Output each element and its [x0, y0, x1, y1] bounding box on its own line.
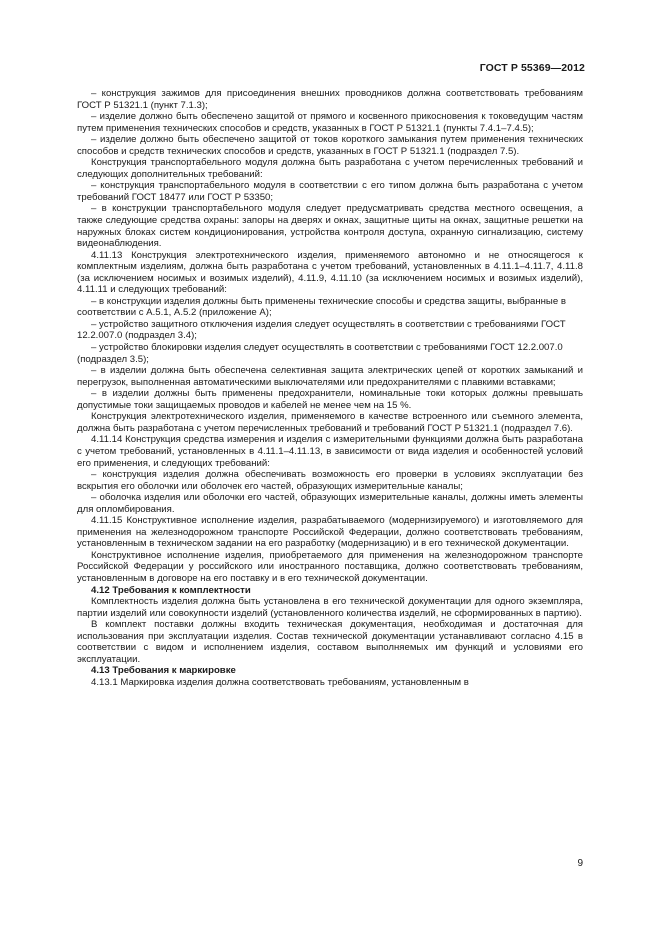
body-paragraph: Конструкция транспортабельного модуля должна быть разработана с учетом перечисленных требований и следующих дополнительных требований:	[77, 157, 583, 180]
body-paragraph: – оболочка изделия или оболочки его частей, образующих измерительные каналы, должны иметь элементы для опломбирования.	[77, 492, 583, 515]
body-paragraph: Комплектность изделия должна быть установлена в его технической документации для одного экземпляра, партии изделий или совокупности изделий (установленного количества изделий, не сформированных в партию).	[77, 596, 583, 619]
section-heading: 4.12 Требования к комплектности	[91, 584, 251, 596]
body-paragraph: – изделие должно быть обеспечено защитой от токов короткого замыкания путем применения технических способов и средств технических способов и средств, указанных в ГОСТ Р 51321.1 (подраздел 7.5).	[77, 134, 583, 157]
section-heading: 4.13 Требования к маркировке	[91, 665, 236, 677]
body-paragraph: – в изделии должны быть применены предохранители, номинальные токи которых должны превышать допустимые токи защищаемых проводов и кабелей не менее чем на 15 %.	[77, 388, 583, 411]
body-paragraph: 4.11.15 Конструктивное исполнение изделия, разрабатываемого (модернизируемого) и изготовляемого для применения на железнодорожном транспорте Российской Федерации, должно соответствовать требованиям, установленным в техническом задании на его разработку (модернизацию) и в его технической документации.	[77, 515, 583, 550]
body-paragraph: – устройство блокировки изделия следует осуществлять в соответствии с требованиями ГОСТ 12.2.007.0 (подраздел 3.5);	[77, 342, 563, 365]
body-paragraph: – в конструкции изделия должны быть применены технические способы и средства защиты, выбранные в соответствии с А.5.1, А.5.2 (приложение А);	[77, 295, 566, 319]
body-paragraph: 4.13.1 Маркировка изделия должна соответствовать требованиям, установленным в	[91, 676, 469, 688]
body-paragraph: – в изделии должна быть обеспечена селективная защита электрических цепей от коротких замыканий и перегрузок, выполненная автоматическими выключателями или предохранителями с плавкими вставками;	[77, 365, 583, 388]
body-paragraph: – устройство защитного отключения изделия следует осуществлять в соответствии с требованиями ГОСТ 12.2.007.0 (подраздел 3.4);	[77, 318, 566, 342]
body-paragraph: 4.11.13 Конструкция электротехнического изделия, применяемого автономно и не относящегося к комплектным изделиям, должна быть разработана с учетом требований, установленных в 4.11.1–4.11.7, 4.11.8 (за исключением носимых и возимых изделий), 4.11.9, 4.11.10 (за исключением носимых и возимых изделий), 4.11.11 и следующих требований:	[77, 249, 583, 296]
body-paragraph: – конструкция зажимов для присоединения внешних проводников должна соответствовать требованиям ГОСТ Р 51321.1 (пункт 7.1.3);	[77, 88, 583, 111]
body-paragraph: 4.11.14 Конструкция средства измерения и изделия с измерительными функциями должна быть разработана с учетом требований, установленных в 4.11.1–4.11.13, в зависимости от вида изделия и особенностей условий его применения, и следующих требований:	[77, 434, 583, 469]
body-paragraph: Конструктивное исполнение изделия, приобретаемого для применения на железнодорожном транспорте Российской Федерации у российского или иностранного поставщика, должно соответствовать требованиям, установленным в договоре на его поставку и в его технической документации.	[77, 549, 583, 584]
document-body	[77, 88, 583, 688]
body-paragraph: – в конструкции транспортабельного модуля следует предусматривать средства местного освещения, а также следующие средства охраны: запоры на дверях и окнах, защитные щиты на окнах, защитные решетки на наружных блоках систем кондиционирования, устройства контроля доступа, охранную сигнализацию, систему видеонаблюдения.	[77, 203, 583, 250]
standard-designation: ГОСТ Р 55369—2012	[479, 62, 585, 74]
page-number: 9	[577, 858, 583, 869]
body-paragraph: – конструкция изделия должна обеспечивать возможность его проверки в условиях эксплуатации без вскрытия его оболочки или оболочек его частей, образующих измерительные каналы;	[77, 469, 583, 492]
body-paragraph: – изделие должно быть обеспечено защитой от прямого и косвенного прикосновения к токоведущим частям путем применения технических способов и средств, указанных в ГОСТ Р 51321.1 (пункты 7.4.1–7.4.5);	[77, 111, 583, 134]
body-paragraph: В комплект поставки должны входить техническая документация, необходимая и достаточная для использования при эксплуатации изделия. Состав технической документации устанавливают согласно 4.15 в соответствии с видом и исполнением изделия, составом выполняемых им функций и условиями его эксплуатации.	[77, 619, 583, 665]
body-paragraph: Конструкция электротехнического изделия, применяемого в качестве встроенного или съемного элемента, должна быть разработана с учетом перечисленных требований и требований ГОСТ Р 51321.1 (подраздел 7.6).	[77, 411, 583, 434]
body-paragraph: – конструкция транспортабельного модуля в соответствии с его типом должна быть разработана с учетом требований ГОСТ 18477 или ГОСТ Р 53350;	[77, 180, 583, 203]
